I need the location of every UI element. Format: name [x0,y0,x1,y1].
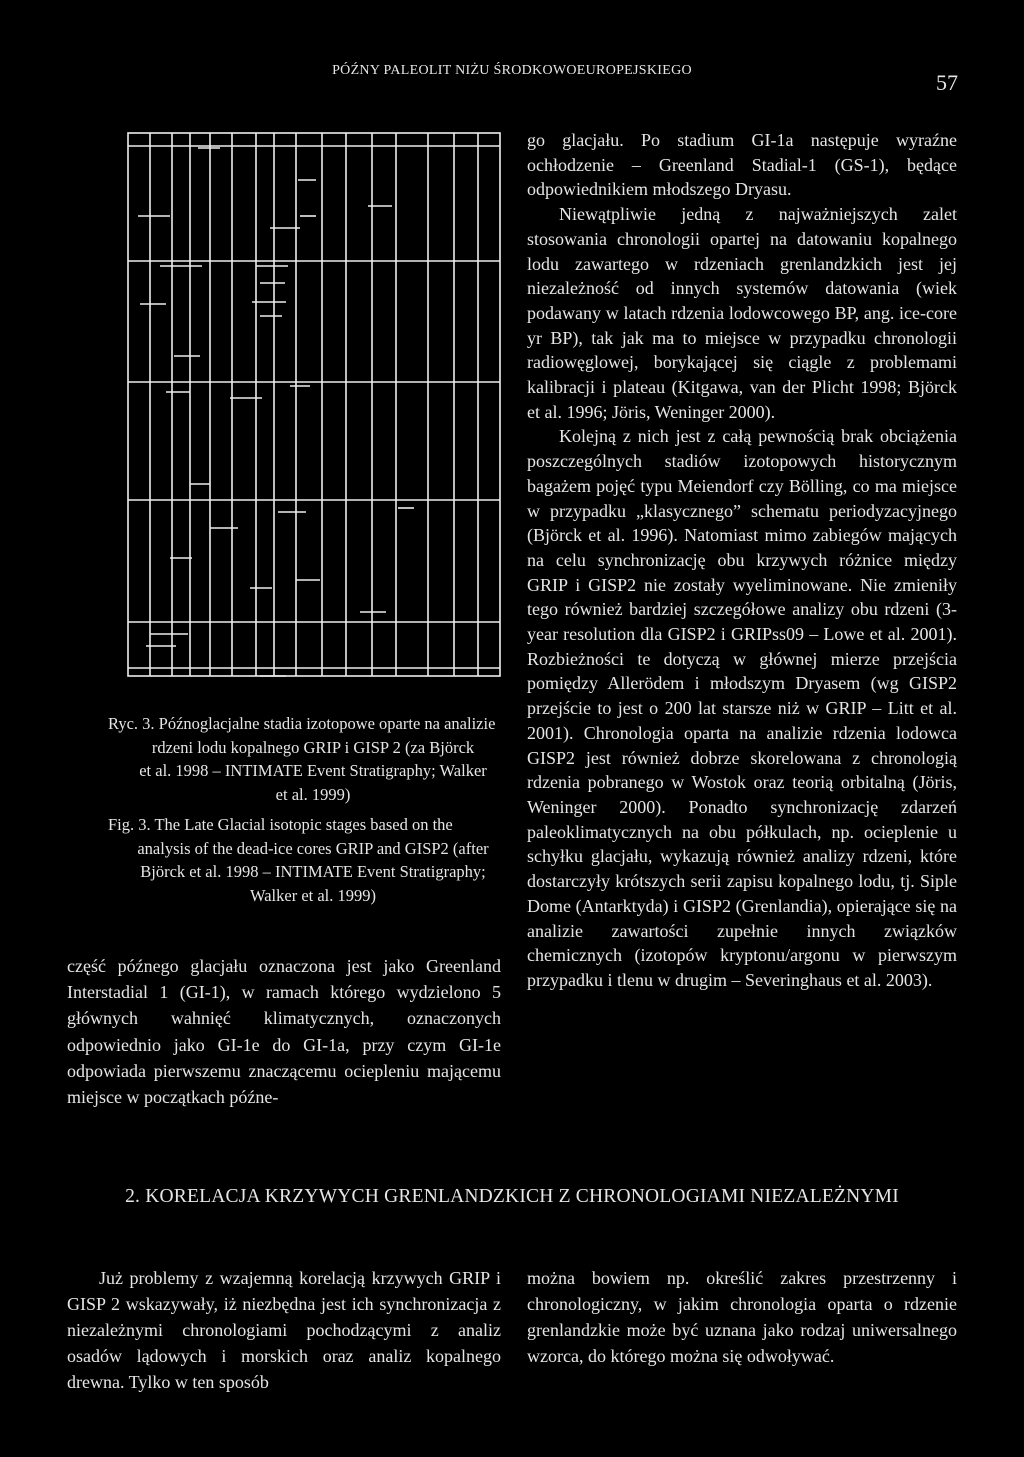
isotopic-stages-figure [110,128,510,688]
caption-pl-line-2: rdzeni lodu kopalnego GRIP i GISP 2 (za Björck [151,737,475,757]
caption-pl-line-1: Ryc. 3. Późnoglacjalne stadia izotopowe oparte na analizie [108,714,496,733]
left-column-text [67,953,501,1110]
caption-en-line-1: Fig. 3. The Late Glacial isotopic stages based on the [108,815,453,834]
caption-en-line-3: Björck et al. 1998 – INTIMATE Event Stratigraphy; [140,862,486,881]
caption-en-line-2: analysis of the dead-ice cores GRIP and GISP2 (after [137,838,489,858]
right-paragraph-3: Kolejną z nich jest z całą pewnością brak obciążenia poszczególnych stadiów izotopowych historycznym bagażem pojęć typu Meiendorf czy Bölling, co ma miejsce w przypadku „klasycznego” schematu periodyzacyjnego (Björck et al. 1996). Natomiast mimo zabiegów mających na celu synchronizację obu krzywych różnice między GRIP i GISP2 nie zostały wyeliminowane. Nie zmieniły tego również bardziej szczegółowe analizy obu rdzeni (3-year resolution dla GISP2 i GRIPss09 – Lowe et al. 2001). Rozbieżności te dotyczą w głównej mierze przejścia pomiędzy Allerödem i młodszym Dryasem (wg GISP2 przejście to jest o 200 lat starsze niż w GRIP – Litt et al. 2001). Chronologia oparta na analizie rdzenia lodowca GISP2 jest również dobrze skorelowana z chronologią rdzenia pobranego w Wostok oraz teorią orbitalną (Jöris, Weninger 2000). Ponadto synchronizację zdarzeń paleoklimatycznych na obu półkulach, np. ocieplenie u schyłku glacjału, wykazują również analizy rdzeni, które dostarczyły krótszych serii zapisu kopalnego lodu, tj. Siple Dome (Antarktyda) i GISP2 (Grenlandia), opierające się na analizie zawartości zupełnie innych związków chemicznych (izotopów kryptonu/argonu w pierwszym przypadku i tlenu w drugim – Severinghaus et al. 2003). [527,426,957,990]
right-paragraph-2: Niewątpliwie jedną z najważniejszych zalet stosowania chronologii opartej na datowaniu kopalnego lodu zawartego w rdzeniach grenlandzkich jest jej niezależność od innych systemów datowania (wiek podawany w latach rdzenia lodowcowego BP, ang. ice-core yr BP), tak jak ma to miejsce w przypadku chronologii radiowęglowej, borykającej się ciągle z problemami kalibracji i plateau (Kitgawa, van der Plicht 1998; Björck et al. 1996; Jöris, Weninger 2000). [527,204,957,422]
section-right-paragraph: można bowiem np. określić zakres przestrzenny i chronologiczny, w jakim chronologia oparta o rdzenie grenlandzkie może być uznana jako rodzaj uniwersalnego wzorca, do którego można się odwoływać. [527,1268,957,1366]
caption-pl-line-3: et al. 1998 – INTIMATE Event Stratigraphy; Walker [139,761,487,780]
figure-caption-polish [108,712,518,806]
right-paragraph-1: go glacjału. Po stadium GI-1a następuje wyraźne ochłodzenie – Greenland Stadial-1 (GS-1), będące odpowiednikiem młodszego Dryasu. [527,130,957,200]
section-left-paragraph: Już problemy z wzajemną korelacją krzywych GRIP i GISP 2 wskazywały, iż niezbędna jest ich synchronizacja z niezależnymi chronologiami pochodzącymi z analiz osadów lądowych i morskich oraz analiz kopalnego drewna. Tylko w ten sposób [67,1268,501,1392]
running-title: PÓŹNY PALEOLIT NIŻU ŚRODKOWOEUROPEJSKIEGO [332,63,692,78]
caption-en-line-4: Walker et al. 1999) [249,885,377,905]
figure-caption-english [108,813,518,907]
section-right-column [527,1265,957,1369]
section-heading: 2. KORELACJA KRZYWYCH GRENLANDZKICH Z CHRONOLOGIAMI NIEZALEŻNYMI [125,1186,899,1207]
left-paragraph: część późnego glacjału oznaczona jest jako Greenland Interstadial 1 (GI-1), w ramach którego wydzielono 5 głównych wahnięć klimatycznych, oznaczonych odpowiednio jako GI-1e do GI-1a, przy czym GI-1e odpowiada pierwszemu znaczącemu ociepleniu mającemu miejsce w początkach późne- [67,956,501,1108]
page-number: 57 [936,70,958,95]
right-column-text [527,128,957,993]
figure-frame [128,133,500,676]
section-left-column [67,1265,501,1395]
caption-pl-line-4: et al. 1999) [275,784,351,804]
